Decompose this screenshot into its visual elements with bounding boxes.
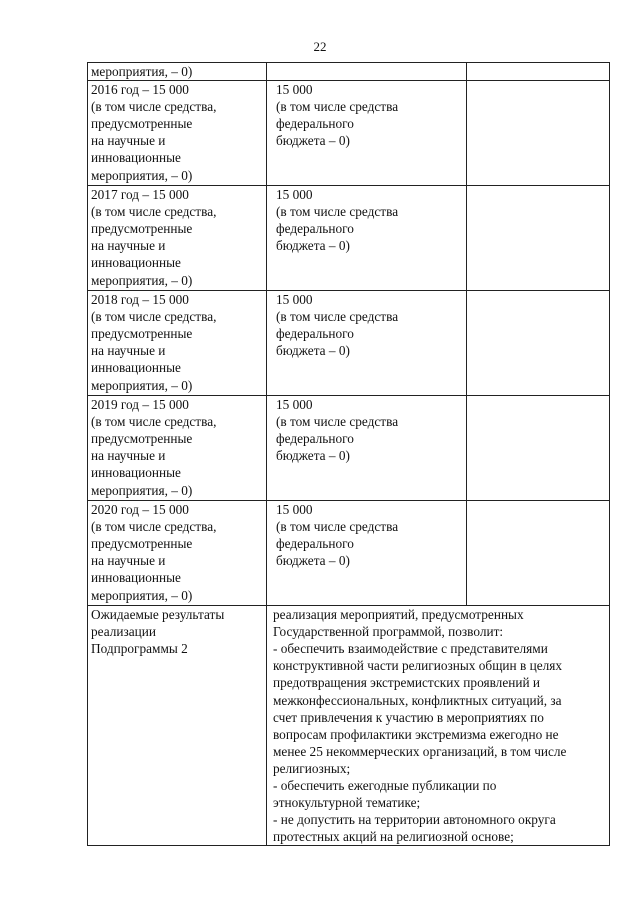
- year-amount-cell: [88, 396, 267, 501]
- empty-cell: [467, 291, 610, 396]
- cell-line: 15 000: [276, 397, 313, 413]
- cell-line: предусмотренные: [91, 116, 193, 132]
- cell-line: бюджета – 0): [276, 448, 350, 464]
- cell-line: предусмотренные: [91, 326, 193, 342]
- year-amount-cell: [88, 81, 267, 186]
- page-number: 22: [313, 39, 327, 54]
- empty-cell: [467, 63, 610, 81]
- federal-budget-text: [270, 186, 463, 254]
- cell-line: (в том числе средства: [276, 204, 399, 220]
- cell-line: предусмотренные: [91, 431, 193, 447]
- subprogram-table: [87, 62, 610, 846]
- federal-budget-text: [270, 291, 463, 359]
- federal-budget-cell: [267, 501, 467, 606]
- cell-line: федерального: [276, 536, 354, 552]
- cell-line: инновационные: [91, 255, 181, 271]
- cell-line: этнокультурной тематике;: [273, 795, 421, 811]
- year-row: [88, 291, 610, 396]
- cell-line: бюджета – 0): [276, 343, 350, 359]
- cell-line: вопросам профилактики экстремизма ежегодно не: [273, 726, 559, 742]
- year-row: [88, 501, 610, 606]
- cell-line: 2019 год – 15 000: [91, 397, 189, 413]
- cell-line: предусмотренные: [91, 536, 193, 552]
- cell-line: (в том числе средства: [276, 99, 399, 115]
- year-row: [88, 81, 610, 186]
- year-amount-cell: [88, 186, 267, 291]
- federal-budget-text: [270, 81, 463, 149]
- carry-over-cell: [88, 63, 267, 81]
- cell-line: протестных акций на религиозной основе;: [273, 829, 514, 845]
- year-row: [88, 396, 610, 501]
- cell-line: (в том числе средства,: [91, 309, 217, 325]
- cell-line: бюджета – 0): [276, 553, 350, 569]
- results-label-cell: [88, 606, 267, 846]
- cell-line: - не допустить на территории автономного округа: [273, 812, 556, 828]
- cell-line: инновационные: [91, 150, 181, 166]
- cell-line: 2017 год – 15 000: [91, 187, 189, 203]
- cell-line: мероприятия, – 0): [91, 64, 193, 79]
- cell-line: на научные и: [91, 133, 166, 149]
- federal-budget-text: [270, 396, 463, 464]
- empty-cell: [467, 186, 610, 291]
- results-text: [270, 606, 606, 845]
- year-amount-cell: [88, 501, 267, 606]
- cell-line: Подпрограммы 2: [91, 641, 188, 657]
- cell-line: конструктивной части религиозных общин в целях: [273, 658, 563, 674]
- empty-cell: [467, 81, 610, 186]
- cell-line: 15 000: [276, 187, 313, 203]
- cell-line: инновационные: [91, 570, 181, 586]
- cell-line: предотвращения экстремистских проявлений и: [273, 675, 541, 691]
- cell-line: предусмотренные: [91, 221, 193, 237]
- results-text-cell: [267, 606, 610, 846]
- cell-line: федерального: [276, 116, 354, 132]
- cell-line: 15 000: [276, 502, 313, 518]
- cell-line: мероприятия, – 0): [91, 587, 193, 603]
- cell-line: на научные и: [91, 343, 166, 359]
- cell-line: 2018 год – 15 000: [91, 292, 189, 308]
- cell-line: 15 000: [276, 82, 313, 98]
- cell-line: мероприятия, – 0): [91, 377, 193, 393]
- cell-line: мероприятия, – 0): [91, 272, 193, 288]
- federal-budget-cell: [267, 291, 467, 396]
- cell-line: (в том числе средства,: [91, 204, 217, 220]
- cell-line: на научные и: [91, 238, 166, 254]
- cell-line: Государственной программой, позволит:: [273, 624, 504, 640]
- cell-line: мероприятия, – 0): [91, 482, 193, 498]
- cell-line: федерального: [276, 431, 354, 447]
- cell-line: Ожидаемые результаты: [91, 607, 225, 623]
- cell-line: 2016 год – 15 000: [91, 82, 189, 98]
- cell-line: 15 000: [276, 292, 313, 308]
- year-row: [88, 186, 610, 291]
- year-amount-cell: [88, 291, 267, 396]
- cell-line: счет привлечения к участию в мероприятиях по: [273, 709, 544, 725]
- cell-line: реализация мероприятий, предусмотренных: [273, 607, 524, 623]
- cell-line: религиозных;: [273, 760, 351, 776]
- cell-line: 2020 год – 15 000: [91, 502, 189, 518]
- cell-line: федерального: [276, 221, 354, 237]
- cell-line: инновационные: [91, 360, 181, 376]
- empty-cell: [267, 63, 467, 81]
- cell-line: инновационные: [91, 465, 181, 481]
- table-row: [88, 63, 610, 81]
- cell-line: (в том числе средства: [276, 519, 399, 535]
- cell-line: менее 25 некоммерческих организаций, в том числе: [273, 743, 567, 759]
- cell-line: мероприятия, – 0): [91, 167, 193, 183]
- cell-line: на научные и: [91, 553, 166, 569]
- cell-line: (в том числе средства: [276, 414, 399, 430]
- cell-line: (в том числе средства: [276, 309, 399, 325]
- cell-line: (в том числе средства,: [91, 519, 217, 535]
- cell-line: бюджета – 0): [276, 238, 350, 254]
- cell-line: - обеспечить ежегодные публикации по: [273, 778, 497, 794]
- empty-cell: [467, 396, 610, 501]
- federal-budget-cell: [267, 81, 467, 186]
- cell-line: (в том числе средства,: [91, 99, 217, 115]
- federal-budget-cell: [267, 186, 467, 291]
- cell-line: межконфессиональных, конфликтных ситуаций, за: [273, 692, 562, 708]
- cell-line: на научные и: [91, 448, 166, 464]
- empty-cell: [467, 501, 610, 606]
- cell-line: бюджета – 0): [276, 133, 350, 149]
- federal-budget-text: [270, 501, 463, 569]
- results-row: [88, 606, 610, 846]
- cell-line: федерального: [276, 326, 354, 342]
- year-rows: [88, 81, 610, 606]
- cell-line: реализации: [91, 624, 156, 640]
- federal-budget-cell: [267, 396, 467, 501]
- cell-line: - обеспечить взаимодействие с представителями: [273, 641, 548, 657]
- cell-line: (в том числе средства,: [91, 414, 217, 430]
